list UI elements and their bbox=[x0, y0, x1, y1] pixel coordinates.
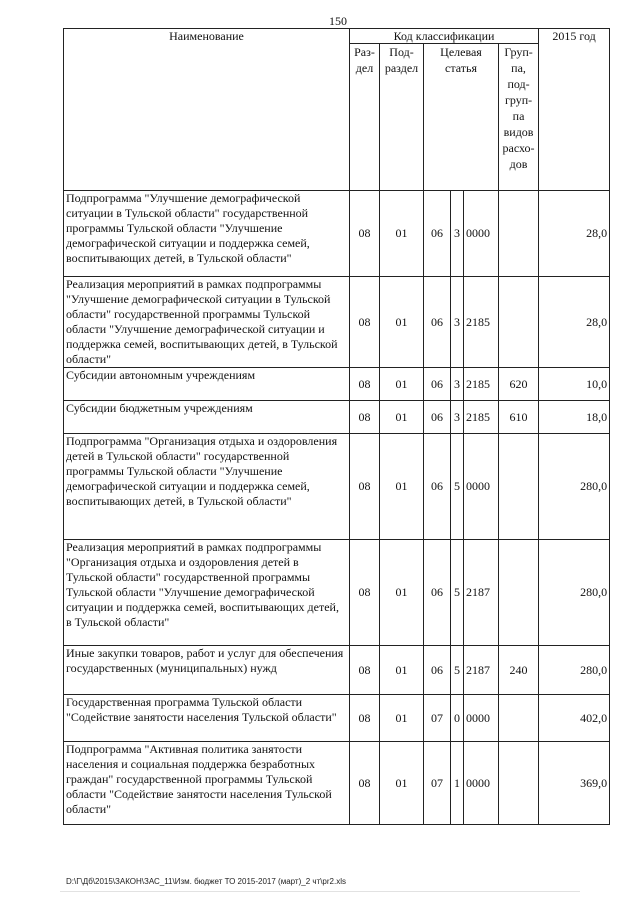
table-row bbox=[64, 368, 610, 401]
table-row bbox=[64, 191, 610, 277]
row-podrazdel: 01 bbox=[380, 368, 424, 401]
row-razdel: 08 bbox=[350, 401, 380, 434]
row-name: Подпрограмма "Улучшение демографической ситуации в Тульской области" государственной программы Тульской области "Улучшение демографической ситуации и поддержка семей, воспитывающих детей, в Тульской области" bbox=[64, 191, 350, 277]
row-expense-group bbox=[499, 434, 539, 540]
row-amount: 402,0 bbox=[539, 695, 610, 742]
header-year: 2015 год bbox=[539, 29, 610, 191]
row-amount: 18,0 bbox=[539, 401, 610, 434]
row-target-program: 07 bbox=[424, 695, 451, 742]
header-expense-group: Груп- па, под- груп- па видов расхо- дов bbox=[499, 44, 539, 191]
row-target-direction: 2187 bbox=[464, 646, 499, 695]
row-razdel: 08 bbox=[350, 368, 380, 401]
row-name: Подпрограмма "Организация отдыха и оздоровления детей в Тульской области" государственной программы Тульской области "Улучшение демографической ситуации и поддержка семей, воспитывающих детей, в Тульской области" bbox=[64, 434, 350, 540]
row-target-subprogram: 3 bbox=[451, 368, 464, 401]
row-name: Субсидии бюджетным учреждениям bbox=[64, 401, 350, 434]
row-target-program: 06 bbox=[424, 540, 451, 646]
row-target-direction: 2185 bbox=[464, 401, 499, 434]
row-podrazdel: 01 bbox=[380, 646, 424, 695]
row-razdel: 08 bbox=[350, 540, 380, 646]
row-amount: 28,0 bbox=[539, 191, 610, 277]
row-expense-group bbox=[499, 540, 539, 646]
row-amount: 280,0 bbox=[539, 540, 610, 646]
row-amount: 280,0 bbox=[539, 646, 610, 695]
row-target-direction: 2185 bbox=[464, 368, 499, 401]
header-classification-code: Код классификации bbox=[350, 29, 539, 44]
row-expense-group bbox=[499, 695, 539, 742]
row-target-subprogram: 3 bbox=[451, 401, 464, 434]
table-row bbox=[64, 742, 610, 825]
table-row bbox=[64, 277, 610, 368]
row-podrazdel: 01 bbox=[380, 434, 424, 540]
header-name: Наименование bbox=[64, 29, 350, 191]
row-name: Подпрограмма "Активная политика занятости населения и социальная поддержка безработных граждан" государственной программы Тульской области "Содействие занятости населения Тульской области" bbox=[64, 742, 350, 825]
row-razdel: 08 bbox=[350, 191, 380, 277]
row-target-subprogram: 5 bbox=[451, 646, 464, 695]
header-podrazdel: Под- раздел bbox=[380, 44, 424, 191]
scan-artifact-line bbox=[60, 891, 580, 892]
row-target-direction: 0000 bbox=[464, 434, 499, 540]
table-row bbox=[64, 540, 610, 646]
row-name: Иные закупки товаров, работ и услуг для обеспечения государственных (муниципальных) нужд bbox=[64, 646, 350, 695]
row-expense-group bbox=[499, 191, 539, 277]
row-name: Реализация мероприятий в рамках подпрограммы "Организация отдыха и оздоровления детей в Тульской области" государственной программы Тульской области "Улучшение демографической ситуации и поддержка семей, воспитывающих детей, в Тульской области" bbox=[64, 540, 350, 646]
row-podrazdel: 01 bbox=[380, 695, 424, 742]
header-razdel: Раз- дел bbox=[350, 44, 380, 191]
row-razdel: 08 bbox=[350, 646, 380, 695]
page-number: 150 bbox=[329, 14, 347, 28]
row-target-program: 06 bbox=[424, 646, 451, 695]
row-target-subprogram: 5 bbox=[451, 540, 464, 646]
row-podrazdel: 01 bbox=[380, 742, 424, 825]
row-expense-group bbox=[499, 742, 539, 825]
row-expense-group: 610 bbox=[499, 401, 539, 434]
header-target-article: Целевая статья bbox=[424, 44, 499, 191]
row-expense-group bbox=[499, 277, 539, 368]
row-amount: 28,0 bbox=[539, 277, 610, 368]
row-name: Реализация мероприятий в рамках подпрограммы "Улучшение демографической ситуации в Тульской области" государственной программы Тульской области "Улучшение демографической ситуации и поддержка семей, воспитывающих детей, в Тульской области" bbox=[64, 277, 350, 368]
row-amount: 369,0 bbox=[539, 742, 610, 825]
row-razdel: 08 bbox=[350, 277, 380, 368]
row-podrazdel: 01 bbox=[380, 277, 424, 368]
row-target-program: 06 bbox=[424, 434, 451, 540]
table-row bbox=[64, 434, 610, 540]
row-expense-group: 620 bbox=[499, 368, 539, 401]
row-target-direction: 2187 bbox=[464, 540, 499, 646]
table-row bbox=[64, 401, 610, 434]
table-row bbox=[64, 695, 610, 742]
file-path-footer: D:\Г\Дб\2015\ЗАКОН\ЗАС_11\Изм. бюджет ТО 2015-2017 (март)_2 чт\pr2.xls bbox=[66, 877, 346, 886]
row-target-program: 06 bbox=[424, 401, 451, 434]
row-target-subprogram: 0 bbox=[451, 695, 464, 742]
row-target-subprogram: 3 bbox=[451, 191, 464, 277]
row-razdel: 08 bbox=[350, 742, 380, 825]
row-target-program: 06 bbox=[424, 368, 451, 401]
row-expense-group: 240 bbox=[499, 646, 539, 695]
row-target-direction: 0000 bbox=[464, 742, 499, 825]
row-razdel: 08 bbox=[350, 434, 380, 540]
row-target-subprogram: 5 bbox=[451, 434, 464, 540]
row-podrazdel: 01 bbox=[380, 401, 424, 434]
row-target-direction: 0000 bbox=[464, 191, 499, 277]
row-target-program: 06 bbox=[424, 277, 451, 368]
row-target-program: 06 bbox=[424, 191, 451, 277]
row-name: Государственная программа Тульской области "Содействие занятости населения Тульской области" bbox=[64, 695, 350, 742]
table-row bbox=[64, 646, 610, 695]
row-razdel: 08 bbox=[350, 695, 380, 742]
row-amount: 10,0 bbox=[539, 368, 610, 401]
row-podrazdel: 01 bbox=[380, 191, 424, 277]
row-target-subprogram: 3 bbox=[451, 277, 464, 368]
row-amount: 280,0 bbox=[539, 434, 610, 540]
row-podrazdel: 01 bbox=[380, 540, 424, 646]
row-target-subprogram: 1 bbox=[451, 742, 464, 825]
row-target-program: 07 bbox=[424, 742, 451, 825]
row-name: Субсидии автономным учреждениям bbox=[64, 368, 350, 401]
row-target-direction: 2185 bbox=[464, 277, 499, 368]
budget-table bbox=[63, 28, 610, 825]
table-body bbox=[64, 191, 610, 825]
row-target-direction: 0000 bbox=[464, 695, 499, 742]
